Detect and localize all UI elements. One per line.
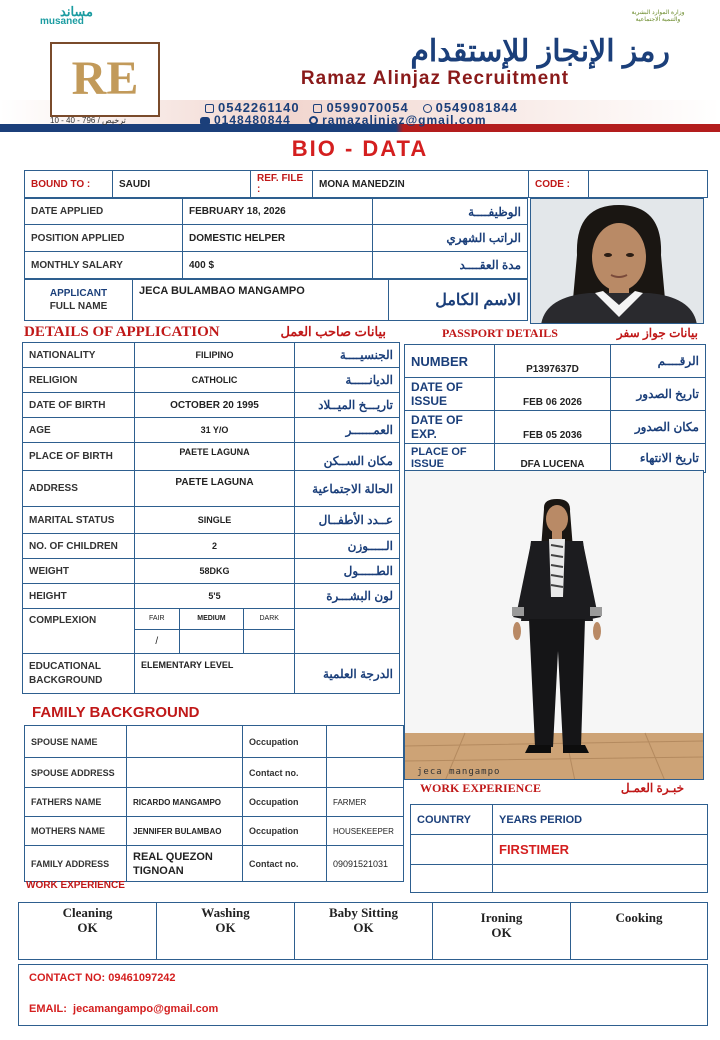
- expiry-date-arabic: مكان الصدور: [611, 411, 706, 444]
- agency-name-english: Ramaz Alinjaz Recruitment: [300, 68, 570, 89]
- education-arabic: الدرجة العلمية: [295, 654, 400, 694]
- spouse-name-label: SPOUSE NAME: [25, 726, 127, 758]
- details-table: [22, 342, 400, 694]
- table-row: [23, 471, 400, 507]
- table-row: [23, 343, 400, 368]
- date-applied-label: DATE APPLIED: [25, 199, 183, 225]
- agency-email: ramazalinjaz@gmail.com: [322, 113, 487, 127]
- dob-arabic: تاريـــخ الميــلاد: [295, 393, 400, 418]
- table-row: [23, 418, 400, 443]
- family-address-line-2: TIGNOAN: [133, 864, 184, 877]
- phone-1: 0542261140: [218, 100, 300, 115]
- education-label-line-2: BACKGROUND: [29, 674, 103, 686]
- table-row: [25, 758, 404, 788]
- skills-table: [18, 902, 708, 960]
- address-value: PAETE LAGUNA: [135, 471, 295, 507]
- complexion-dark: DARK: [244, 609, 294, 629]
- complexion-mark: /: [135, 629, 179, 653]
- nationality-label: NATIONALITY: [23, 343, 135, 368]
- father-occupation-label: Occupation: [243, 788, 327, 817]
- skill-value: OK: [353, 920, 374, 935]
- age-label: AGE: [23, 418, 135, 443]
- issue-place-value: DFA LUCENA: [495, 444, 611, 473]
- birthplace-value: PAETE LAGUNA: [135, 443, 295, 471]
- family-address-line-1: REAL QUEZON: [133, 850, 213, 863]
- position-arabic: الراتب الشهري: [373, 225, 528, 252]
- table-row: [23, 654, 400, 694]
- address-arabic: الحالة الاجتماعية: [295, 471, 400, 507]
- mother-name-label: MOTHERS NAME: [25, 817, 127, 846]
- full-name-label: [25, 280, 133, 321]
- salary-arabic: مدة العقــــد: [373, 252, 528, 279]
- agency-name-arabic: رمز الإنجاز للإستقدام: [410, 35, 670, 68]
- education-label: [23, 654, 135, 694]
- height-value: 5'5: [135, 584, 295, 609]
- father-name-value: RICARDO MANGAMPO: [127, 788, 243, 817]
- ref-file-label: REF. FILE :: [251, 171, 313, 198]
- marital-status-label: MARITAL STATUS: [23, 507, 135, 534]
- skill-name: Cooking: [615, 910, 663, 925]
- table-row: [25, 846, 404, 882]
- height-label: HEIGHT: [23, 584, 135, 609]
- family-contact-label: Contact no.: [243, 846, 327, 882]
- position-value: DOMESTIC HELPER: [183, 225, 373, 252]
- complexion-grid: [135, 609, 295, 654]
- expiry-date-label: DATE OF EXP.: [405, 411, 495, 444]
- weight-arabic: الطـــــول: [295, 559, 400, 584]
- mother-occupation-value: HOUSEKEEPER: [327, 817, 404, 846]
- bound-to-value: SAUDI: [113, 171, 251, 198]
- date-applied-arabic: الوظيفــــة: [373, 199, 528, 225]
- family-contact-value: 09091521031: [327, 846, 404, 882]
- passport-heading: PASSPORT DETAILS: [442, 326, 558, 340]
- complexion-fair: FAIR: [135, 609, 179, 629]
- marital-status-arabic: عــدد الأطفــال: [295, 507, 400, 534]
- skill-name: Baby Sitting: [329, 905, 398, 920]
- contact-email-label: EMAIL:: [29, 1003, 67, 1015]
- spouse-contact-label: Contact no.: [243, 758, 327, 788]
- issue-date-arabic: تاريخ الصدور: [611, 378, 706, 411]
- contact-phone-label: CONTACT NO:: [29, 972, 106, 984]
- country-label: COUNTRY: [411, 805, 493, 835]
- education-label-line-1: EDUCATIONAL: [29, 660, 102, 672]
- address-label: ADDRESS: [23, 471, 135, 507]
- details-heading-arabic: بيانات صاحب العمل: [280, 324, 386, 339]
- complexion-label: COMPLEXION: [23, 609, 135, 654]
- passport-number-value: P1397637D: [495, 345, 611, 378]
- skill-name: Ironing: [480, 910, 523, 925]
- age-arabic: العمــــــر: [295, 418, 400, 443]
- dob-label: DATE OF BIRTH: [23, 393, 135, 418]
- issue-place-arabic: تاريخ الانتهاء: [611, 444, 706, 473]
- phone-2: 0599070054: [326, 100, 409, 115]
- spouse-occupation-label: Occupation: [243, 726, 327, 758]
- work-experience-heading-arabic: خبـرة العمـل: [620, 781, 684, 795]
- table-row: [23, 393, 400, 418]
- work-experience-table: [410, 804, 708, 893]
- birthplace-arabic: مكان الســكن: [295, 443, 400, 471]
- table-row: [23, 584, 400, 609]
- experience-status: FIRSTIMER: [493, 835, 708, 865]
- table-row: [23, 534, 400, 559]
- spouse-address-value: [127, 758, 243, 788]
- skill-cooking: [571, 903, 708, 960]
- weight-label: WEIGHT: [23, 559, 135, 584]
- age-value: 31 Y/O: [135, 418, 295, 443]
- family-address-label: FAMILY ADDRESS: [25, 846, 127, 882]
- education-value: ELEMENTARY LEVEL: [135, 654, 295, 694]
- phone-3: 0549081844: [435, 100, 518, 115]
- table-row: [25, 726, 404, 758]
- family-heading: FAMILY BACKGROUND: [32, 704, 200, 721]
- skill-washing: [157, 903, 295, 960]
- page-title: BIO - DATA: [291, 136, 429, 161]
- nationality-value: FILIPINO: [135, 343, 295, 368]
- marital-status-value: SINGLE: [135, 507, 295, 534]
- skill-value: OK: [491, 925, 512, 940]
- skill-name: Washing: [201, 905, 250, 920]
- children-label: NO. OF CHILDREN: [23, 534, 135, 559]
- skill-value: OK: [77, 920, 98, 935]
- logo-letters: RE: [71, 52, 139, 105]
- issue-date-label: DATE OF ISSUE: [405, 378, 495, 411]
- years-period-label: YEARS PERIOD: [493, 805, 708, 835]
- mother-occupation-label: Occupation: [243, 817, 327, 846]
- table-row: [23, 368, 400, 393]
- contact-box: [18, 964, 708, 1026]
- full-body-illustration: [405, 471, 704, 780]
- skill-name: Cleaning: [62, 905, 113, 920]
- passport-table: [404, 344, 706, 473]
- code-label: CODE :: [529, 171, 589, 198]
- full-name-label-line-1: APPLICANT: [49, 288, 108, 299]
- work-experience-heading-left: WORK EXPERIENCE: [26, 880, 125, 891]
- telephone-number: 0148480844: [214, 113, 291, 127]
- birthplace-label: PLACE OF BIRTH: [23, 443, 135, 471]
- passport-number-arabic: الرقــــم: [611, 345, 706, 378]
- agency-contact-line: [200, 113, 670, 127]
- phone-icon: [205, 104, 214, 113]
- table-row: [25, 788, 404, 817]
- contact-email-line: [29, 1003, 218, 1015]
- date-applied-value: FEBRUARY 18, 2026: [183, 199, 373, 225]
- application-table: [24, 198, 528, 279]
- musaned-logo-text: musaned: [40, 16, 84, 27]
- applicant-portrait: [530, 198, 704, 324]
- contact-phone-line: [29, 972, 176, 984]
- skill-cleaning: [19, 903, 157, 960]
- father-occupation-value: FARMER: [327, 788, 404, 817]
- complexion-options: [135, 609, 294, 653]
- full-name-label-line-2: FULL NAME: [49, 301, 108, 312]
- passport-heading-arabic: بيانات جواز سفر: [616, 326, 698, 340]
- bound-to-label: BOUND TO :: [25, 171, 113, 198]
- table-row: [25, 817, 404, 846]
- family-table: [24, 725, 404, 882]
- whatsapp-icon: [423, 104, 432, 113]
- spouse-name-value: [127, 726, 243, 758]
- full-name-table: [24, 279, 528, 321]
- ref-file-value: MONA MANEDZIN: [313, 171, 529, 198]
- full-name-arabic: الاسم الكامل: [389, 280, 528, 321]
- weight-value: 58DKG: [135, 559, 295, 584]
- at-icon: [309, 116, 318, 125]
- code-value: [589, 171, 708, 198]
- salary-label: MONTHLY SALARY: [25, 252, 183, 279]
- work-experience-heading-right: WORK EXPERIENCE: [420, 781, 542, 795]
- spouse-occupation-value: [327, 726, 404, 758]
- table-row: [23, 609, 400, 654]
- mother-name-value: JENNIFER BULAMBAO: [127, 817, 243, 846]
- issue-place-label: PLACE OF ISSUE: [405, 444, 495, 473]
- expiry-date-value: FEB 05 2036: [495, 411, 611, 444]
- table-row: [23, 507, 400, 534]
- details-heading: DETAILS OF APPLICATION: [24, 324, 220, 340]
- spouse-address-label: SPOUSE ADDRESS: [25, 758, 127, 788]
- table-row: [23, 443, 400, 471]
- ministry-logo-text: وزارة الموارد البشرية والتنمية الاجتماعية: [631, 10, 685, 23]
- full-name-value: JECA BULAMBAO MANGAMPO: [133, 280, 389, 321]
- musaned-arabic: مساند: [60, 4, 93, 19]
- contact-phone-value: 09461097242: [108, 972, 176, 984]
- nationality-arabic: الجنسيــــة: [295, 343, 400, 368]
- spouse-contact-value: [327, 758, 404, 788]
- license-number: ترخيص / 796 - 40 - 10: [50, 116, 126, 125]
- position-label: POSITION APPLIED: [25, 225, 183, 252]
- complexion-medium: MEDIUM: [179, 609, 244, 629]
- portrait-illustration: [531, 199, 704, 324]
- religion-value: CATHOLIC: [135, 368, 295, 393]
- religion-label: RELIGION: [23, 368, 135, 393]
- height-arabic: لون البشـــرة: [295, 584, 400, 609]
- skill-ironing: [433, 903, 571, 960]
- dob-value: OCTOBER 20 1995: [135, 393, 295, 418]
- passport-number-label: NUMBER: [405, 345, 495, 378]
- table-row: [23, 559, 400, 584]
- contact-email-value: jecamangampo@gmail.com: [73, 1003, 219, 1015]
- agency-header: [0, 0, 720, 132]
- religion-arabic: الديانـــــة: [295, 368, 400, 393]
- children-value: 2: [135, 534, 295, 559]
- skill-baby-sitting: [295, 903, 433, 960]
- applicant-full-body-photo: [404, 470, 704, 780]
- family-address-value: [127, 846, 243, 882]
- issue-date-value: FEB 06 2026: [495, 378, 611, 411]
- salary-value: 400 $: [183, 252, 373, 279]
- reference-table: [24, 170, 708, 198]
- photo-caption: jeca mangampo: [417, 767, 501, 777]
- skill-value: OK: [215, 920, 236, 935]
- children-arabic: الـــــوزن: [295, 534, 400, 559]
- father-name-label: FATHERS NAME: [25, 788, 127, 817]
- agency-logo: [50, 42, 160, 117]
- telephone-icon: [200, 117, 210, 124]
- phone-icon: [313, 104, 322, 113]
